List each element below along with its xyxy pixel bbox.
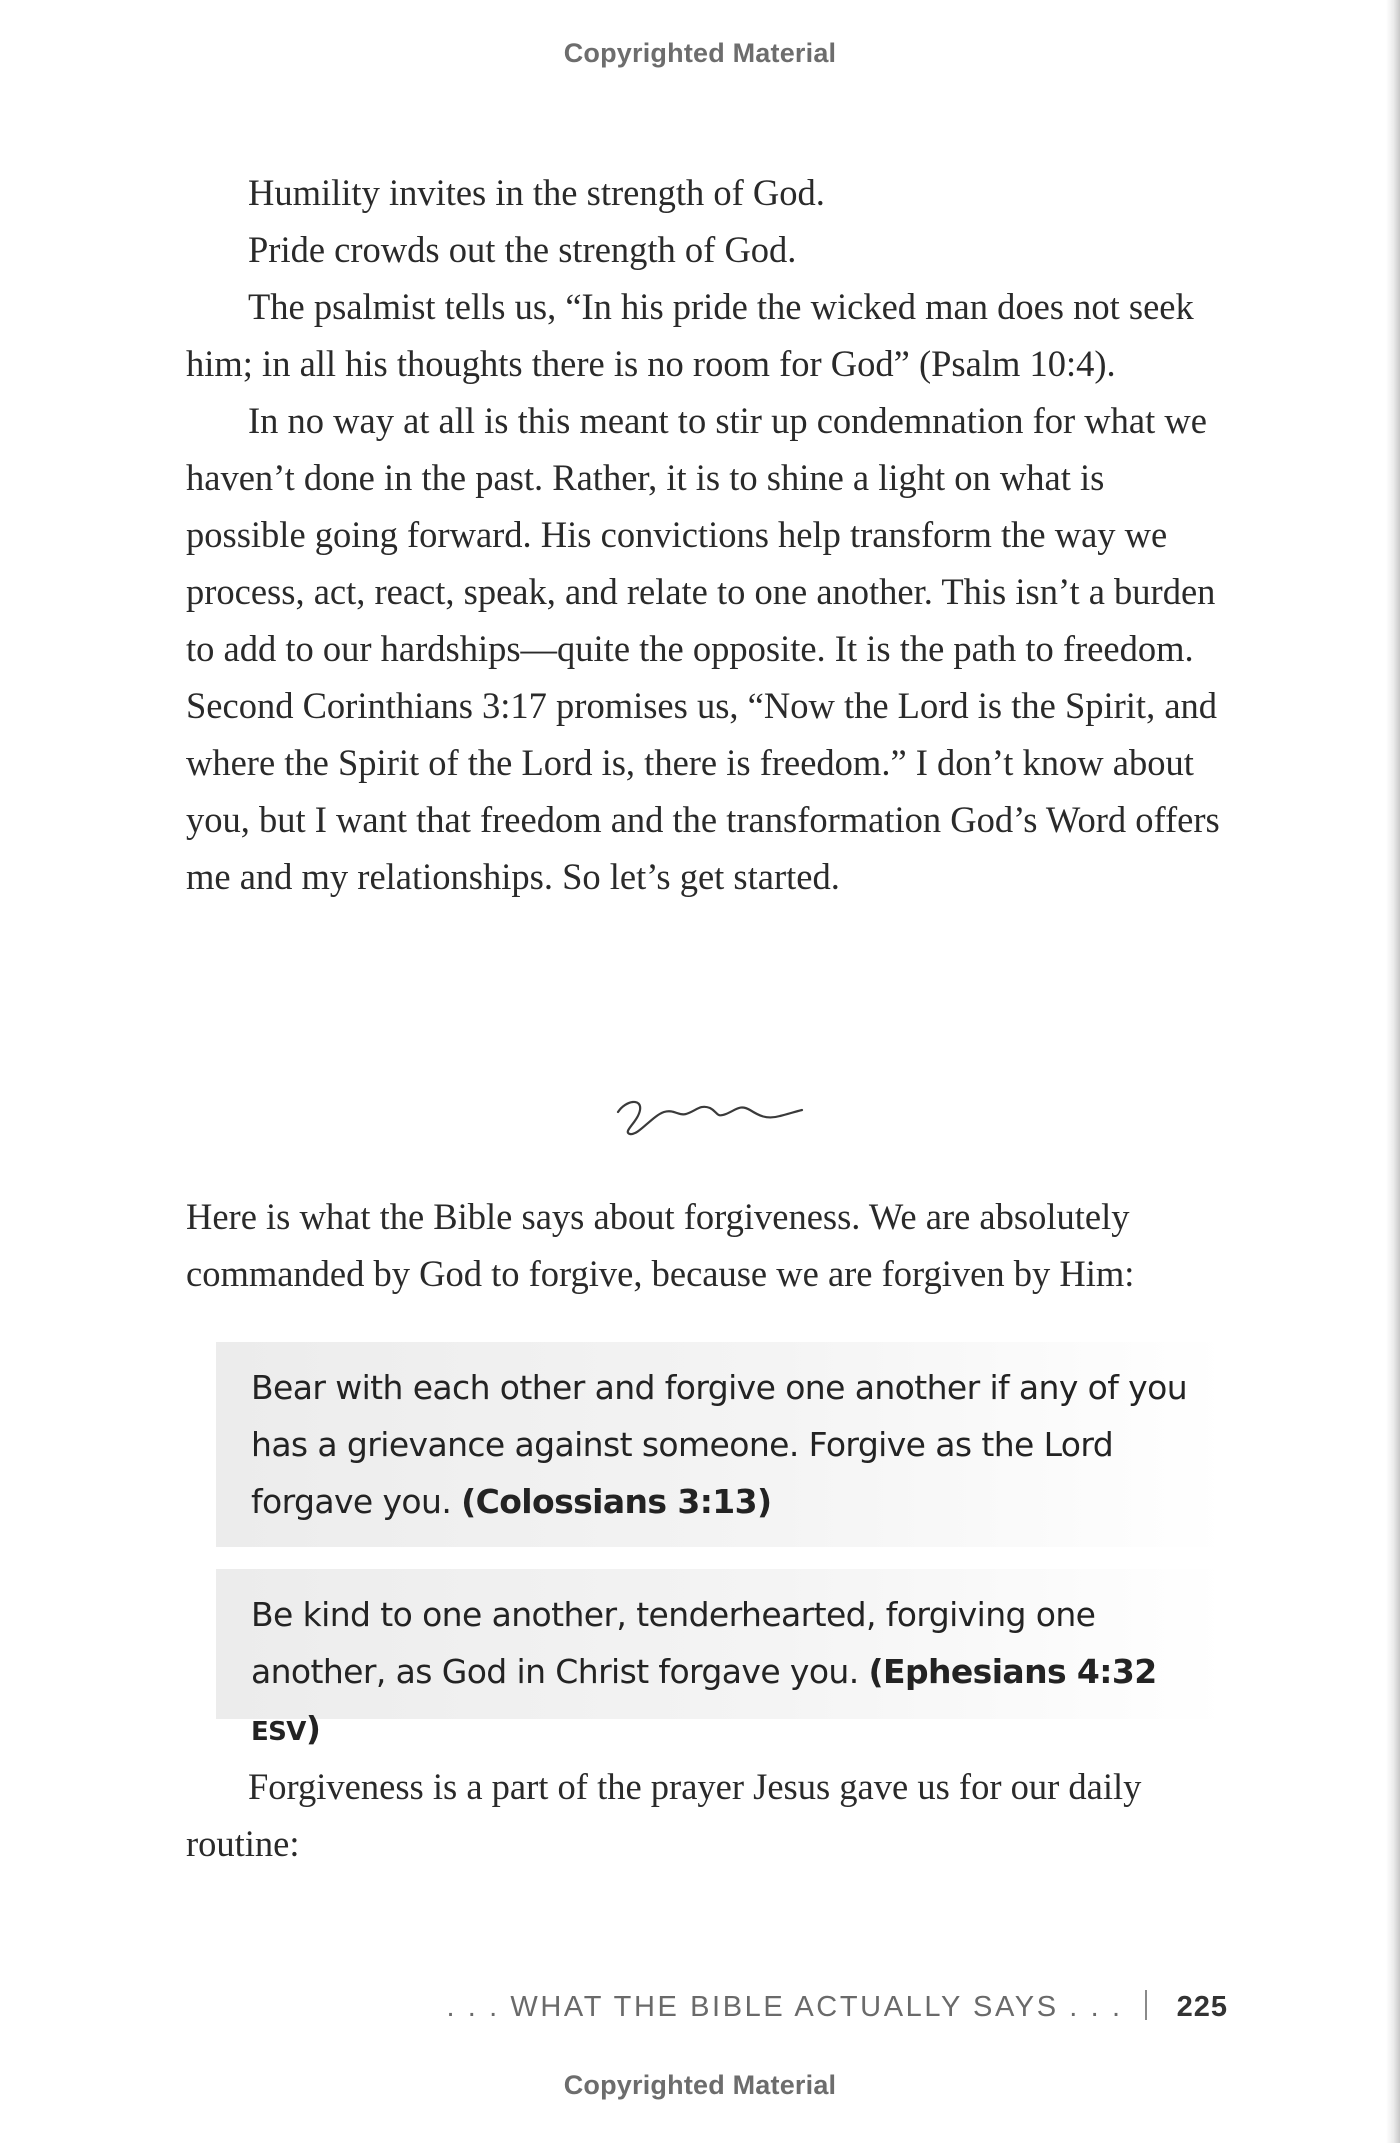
scripture-quote-ephesians xyxy=(216,1569,1226,1748)
paragraph-humility: Humility invites in the strength of God. xyxy=(248,172,825,213)
watermark-top: Copyrighted Material xyxy=(563,38,837,68)
quote-reference-close: ) xyxy=(305,1709,321,1748)
watermark-bottom: Copyrighted Material xyxy=(563,2070,837,2100)
page-edge-shadow xyxy=(1386,0,1400,2143)
paragraph-pride: Pride crowds out the strength of God. xyxy=(248,229,797,270)
quote-text: Bear with each other and forgive one another if any of you has a grievance against someone. Forgive as the Lord forgave you. xyxy=(251,1368,1188,1521)
footer-divider xyxy=(1145,1990,1147,2020)
paragraph-forgiveness-intro: Here is what the Bible says about forgiveness. We are absolutely commanded by God to forgive, because we are forgiven by Him: xyxy=(186,1196,1135,1294)
scribble-divider-icon xyxy=(612,1082,812,1142)
quote-text: Be kind to one another, tenderhearted, forgiving one another, as God in Christ forgave you. xyxy=(251,1595,1096,1691)
paragraph-psalmist: The psalmist tells us, “In his pride the wicked man does not seek him; in all his thoughts there is no room for God” (Psalm 10:4). xyxy=(186,286,1194,384)
paragraph-freedom: In no way at all is this meant to stir up condemnation for what we haven’t done in the past. Rather, it is to shine a light on what is possible going forward. His convictions help transform the way we process, act, react, speak, and relate to one another. This isn’t a burden to add to our hardships—quite the opposite. It is the path to freedom. Second Corinthians 3:17 promises us, “Now the Lord is the Spirit, and where the Spirit of the Lord is, there is freedom.” I don’t know about you, but I want that freedom and the transformation God’s Word offers me and my relationships. So let’s get started. xyxy=(186,400,1220,897)
running-head: . . . WHAT THE BIBLE ACTUALLY SAYS . . . xyxy=(446,1991,1123,2023)
page-number: 225 xyxy=(1176,1991,1228,2023)
quote-reference: (Colossians 3:13) xyxy=(461,1482,772,1521)
quote-version: ESV xyxy=(251,1717,306,1747)
paragraph-prayer: Forgiveness is a part of the prayer Jesus gave us for our daily routine: xyxy=(186,1766,1142,1864)
page-footer xyxy=(446,1990,1228,2024)
body-text-intro xyxy=(186,1188,1228,1302)
body-text-closing xyxy=(186,1758,1228,1872)
scripture-quote-colossians xyxy=(216,1342,1226,1547)
quote-reference: (Ephesians 4:32 xyxy=(868,1652,1157,1691)
body-text-top xyxy=(186,164,1228,905)
